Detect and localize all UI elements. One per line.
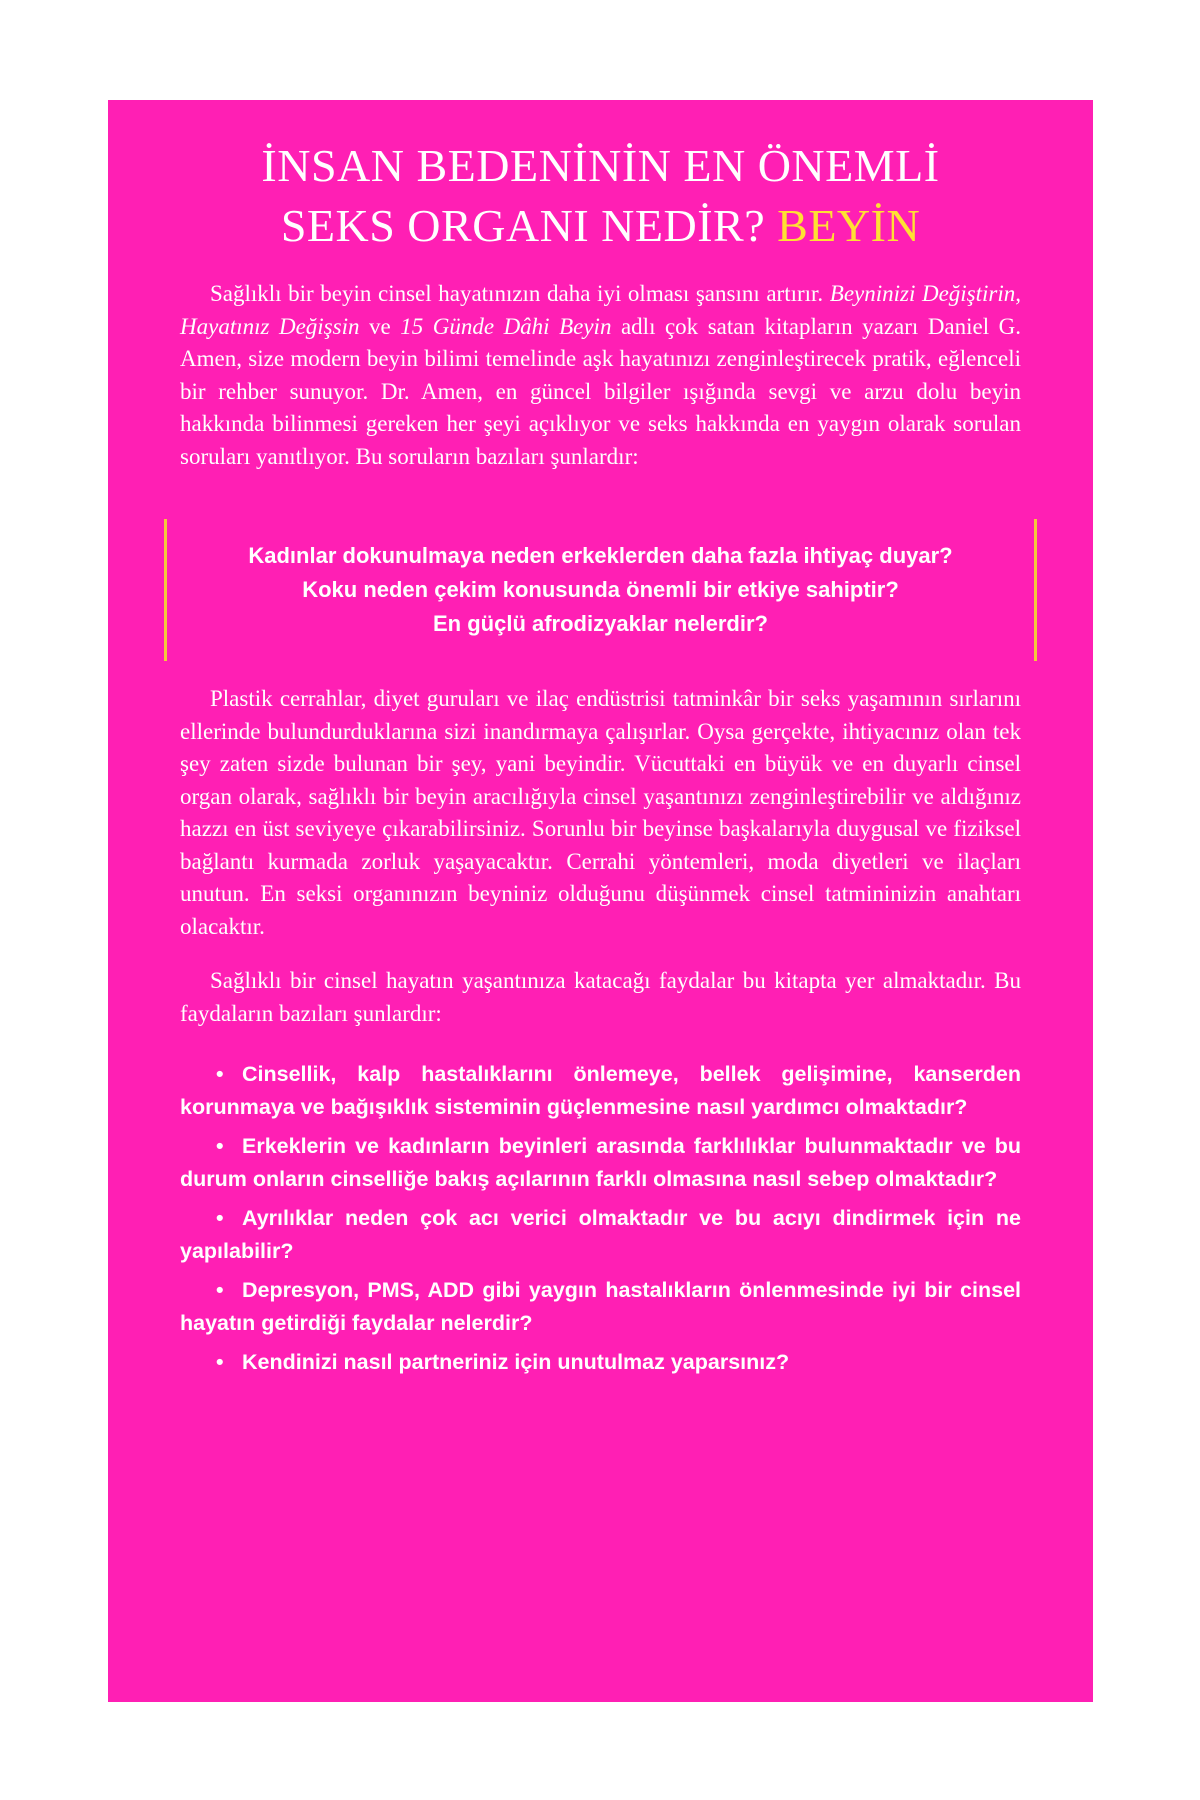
title-line-2-main: SEKS ORGANI NEDİR?: [280, 200, 778, 251]
benefit-item: [180, 1130, 1021, 1196]
intro-part-3: adlı çok satan kitapların yazarı Daniel G. Amen, size modern beyin bilimi temelinde aşk hayatınızı zenginleştirecek pratik, eğlenceli bir rehber sunuyor. Dr. Amen, en güncel bilgiler ışığında sevgi ve arzu dolu beyin hakkında bilinmesi gereken her şeyi açıklıyor ve seks hakkında en yaygın olarak sorulan soruları yanıtlıyor. Bu soruların bazıları şunlardır:: [180, 313, 1021, 469]
bullet-icon: •: [216, 1278, 224, 1302]
body-paragraph-2: Plastik cerrahlar, diyet guruları ve ilaç endüstrisi tatminkâr bir seks yaşamının sırlarını ellerinde bulundurduklarına sizi inandırmaya çalışırlar. Oysa gerçekte, ihtiyacınız olan tek şey zaten sizde bulunan bir şey, yani beyindir. Vücuttaki en büyük ve en duyarlı cinsel organ olarak, sağlıklı bir beyin aracılığıyla cinsel yaşantınızı zenginleştirebilir ve aldığınız hazzı en üst seviyeye çıkarabilirsiniz. Sorunlu bir beyinse başkalarıyla duygusal ve fiziksel bağlantı kurmada zorluk yaşayacaktır. Cerrahi yöntemleri, moda diyetleri ve ilaçları unutun. En seksi organınızın beyniniz olduğunu düşünmek cinsel tatmininizin anahtarı olacaktır.: [180, 686, 1021, 939]
title-line-1: İNSAN BEDENİNİN EN ÖNEMLİ: [261, 140, 940, 191]
title-line-2: [180, 196, 1021, 256]
book-title-1: Beyninizi Değiştirin, Hayatınız Değişsin: [180, 281, 1021, 339]
intro-part-1: Sağlıklı bir beyin cinsel hayatınızın daha iyi olması şansını artırır.: [210, 281, 830, 306]
bullet-icon: •: [216, 1206, 224, 1230]
questions-box: [164, 519, 1037, 661]
benefit-item: [180, 1274, 1021, 1340]
bullet-icon: •: [216, 1134, 224, 1158]
benefit-item: [180, 1346, 1021, 1379]
title-accent-word: BEYİN: [777, 200, 921, 251]
benefit-text: Kendinizi nasıl partneriniz için unutulmaz yaparsınız?: [242, 1350, 790, 1374]
benefits-list: [180, 1058, 1021, 1379]
intro-part-2: ve: [359, 313, 401, 339]
cover-title: [180, 136, 1021, 256]
question-item: Koku neden çekim konusunda önemli bir etkiye sahiptir?: [302, 577, 899, 602]
body-paragraph-3: Sağlıklı bir cinsel hayatın yaşantınıza katacağı faydalar bu kitapta yer almaktadır. Bu faydaların bazıları şunlardır:: [180, 968, 1021, 1026]
benefit-text: Cinsellik, kalp hastalıklarını önlemeye, bellek gelişimine, kanserden korunmaya ve bağışıklık sisteminin güçlenmesine nasıl yardımcı olmaktadır?: [180, 1062, 1021, 1119]
benefit-text: Ayrılıklar neden çok acı verici olmaktadır ve bu acıyı dindirmek için ne yapılabilir?: [180, 1206, 1021, 1263]
question-item: Kadınlar dokunulmaya neden erkeklerden daha fazla ihtiyaç duyar?: [248, 543, 953, 568]
benefit-text: Erkeklerin ve kadınların beyinleri arasında farklılıklar bulunmaktadır ve bu durum onların cinselliğe bakış açılarının farklı olmasına nasıl sebep olmaktadır?: [180, 1134, 1021, 1191]
bullet-icon: •: [216, 1350, 224, 1374]
book-title-2: 15 Günde Dâhi Beyin: [400, 313, 612, 339]
back-cover: [108, 100, 1093, 1702]
benefit-item: [180, 1202, 1021, 1268]
intro-paragraph: [180, 278, 1021, 473]
benefit-item: [180, 1058, 1021, 1124]
bullet-icon: •: [216, 1062, 224, 1086]
benefit-text: Depresyon, PMS, ADD gibi yaygın hastalıkların önlenmesinde iyi bir cinsel hayatın getirdiği faydalar nelerdir?: [180, 1278, 1021, 1335]
question-item: En güçlü afrodizyaklar nelerdir?: [433, 611, 768, 636]
